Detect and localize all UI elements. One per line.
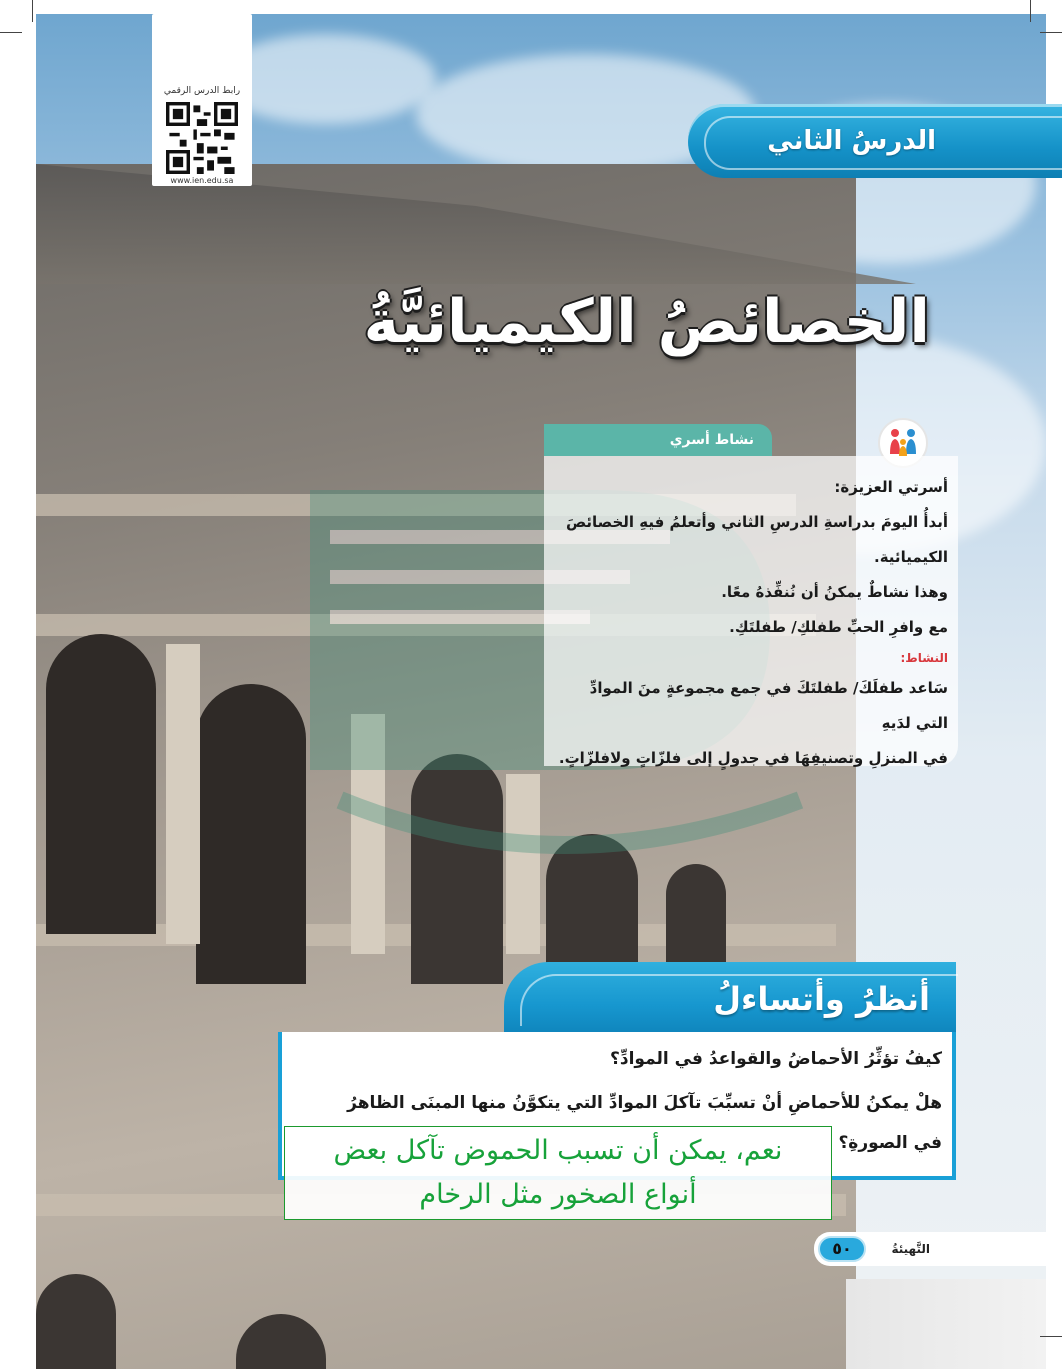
qr-block[interactable] bbox=[152, 14, 252, 186]
page-title: الخصائصُ الكيميائيَّةُ bbox=[363, 287, 930, 357]
arch bbox=[411, 754, 503, 984]
lesson-label: الدرسُ الثاني bbox=[767, 126, 936, 156]
family-line: وهذا نشاطٌ يمكنُ أن نُنفِّذهُ معًا. bbox=[721, 583, 948, 601]
arch bbox=[36, 1274, 116, 1369]
arch bbox=[666, 864, 726, 964]
qr-caption: رابط الدرس الرقمي bbox=[163, 86, 241, 96]
page-number: ٥٠ bbox=[818, 1236, 866, 1262]
crop-mark bbox=[0, 32, 22, 33]
family-activity-label: نشاط أسري bbox=[669, 432, 754, 448]
activity-line: في المنزلِ وتصنيفِهَا في جدولٍ إلى فلزّاتٍ ولافلزّاتٍ. bbox=[558, 749, 948, 767]
crop-mark bbox=[1040, 32, 1062, 33]
pillar bbox=[166, 644, 200, 944]
question-2-end: في الصورةِ؟ bbox=[838, 1133, 942, 1153]
arch bbox=[46, 634, 156, 934]
pillar bbox=[506, 774, 540, 954]
answer-line: أنواع الصخور مثل الرخام bbox=[419, 1179, 697, 1210]
look-wonder-title: أنظرُ وأتساءلُ bbox=[713, 980, 930, 1018]
crop-mark bbox=[1040, 1336, 1062, 1337]
crop-mark bbox=[32, 0, 33, 22]
family-line: الكيميائية. bbox=[874, 548, 948, 566]
background-buildings bbox=[846, 1279, 1046, 1369]
family-activity-text bbox=[556, 470, 948, 767]
qr-url: www.ien.edu.sa bbox=[170, 176, 234, 185]
family-line: أسرتي العزيزة: bbox=[834, 478, 948, 496]
question-2: هلْ يمكنُ للأحماضِ أنْ تسبِّبَ تآكلَ الموادِّ التي يتكوَّنُ منها المبنَى الظاهرُ bbox=[347, 1093, 942, 1113]
crop-mark bbox=[1030, 0, 1031, 22]
family-line: أبدأُ اليومَ بدراسةِ الدرسِ الثاني وأتعلمُ فيهِ الخصائصَ bbox=[565, 513, 948, 531]
pillar bbox=[351, 714, 385, 954]
activity-label: النشاط: bbox=[900, 651, 948, 665]
answer-text-box[interactable] bbox=[284, 1126, 832, 1220]
activity-line: سَاعد طفلَكَ/ طفلتَكَ في جمع مجموعةٍ منَ الموادِّ التي لدَيهِ bbox=[589, 679, 948, 732]
footer-section-label: التَّهيئةُ bbox=[891, 1242, 930, 1256]
question-1: كيفُ تؤثِّرُ الأحماضُ والقواعدُ في الموادِّ؟ bbox=[610, 1049, 942, 1069]
answer-line: نعم، يمكن أن تسبب الحموض تآكل بعض bbox=[333, 1135, 783, 1166]
qr-code-icon[interactable] bbox=[166, 102, 238, 174]
arch bbox=[196, 684, 306, 984]
family-line: مع وافرِ الحبِّ طفلكِ/ طفلتَكِ. bbox=[729, 618, 948, 636]
